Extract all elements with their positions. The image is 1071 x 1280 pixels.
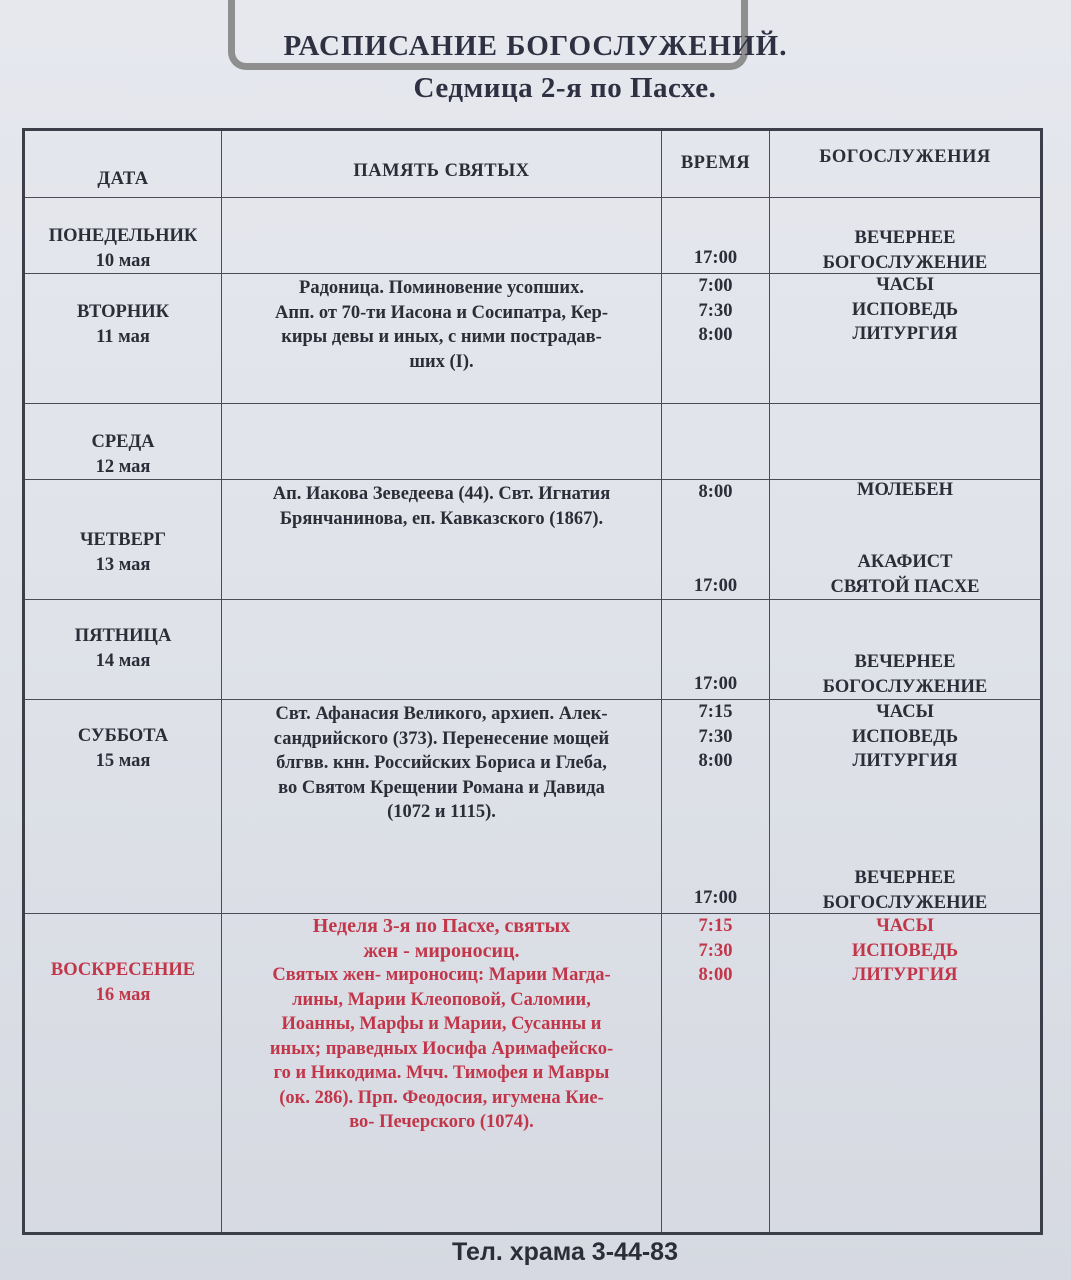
service-name: ЛИТУРГИЯ [852,965,958,985]
service-name: ВЕЧЕРНЕЕ [854,868,956,888]
saints-cell [222,198,662,274]
service-name: ИСПОВЕДЬ [851,726,959,747]
day-date: 10 мая [95,250,151,271]
time-cell [662,404,770,480]
saints-line: (ок. 286). Прп. Феодосия, игумена Кие- [279,1087,604,1108]
service-name: ИСПОВЕДЬ [851,940,959,961]
day-name: СРЕДА [91,432,155,452]
saints-line: го и Никодима. Мчч. Тимофея и Мавры [273,1063,610,1083]
services-cell [770,198,1042,274]
table-row [24,600,1042,700]
date-cell [24,480,222,600]
saints-cell [222,274,662,404]
services-cell [770,914,1042,1234]
service-name: СВЯТОЙ ПАСХЕ [830,576,980,597]
time-value: 17:00 [693,888,738,908]
service-name: БОГОСЛУЖЕНИЕ [822,676,988,697]
date-cell [24,914,222,1234]
time-value: 8:00 [698,482,733,502]
services-cell [770,700,1042,914]
saints-line: Святых жен- мироносиц: Марии Магда- [272,965,611,985]
saints-line: (1072 и 1115). [387,802,496,822]
schedule-table [22,128,1043,1235]
saints-line: ших (I). [409,351,474,372]
date-cell [24,700,222,914]
table-row [24,480,1042,600]
saints-line: Апп. от 70-ти Иасона и Сосипатра, Кер- [275,302,608,323]
time-value: 8:00 [698,965,733,985]
time-value: 7:00 [698,276,733,296]
time-value: 17:00 [693,674,738,694]
feast-line: жен - мироносиц. [363,939,520,962]
page-title: РАСПИСАНИЕ БОГОСЛУЖЕНИЙ. [283,30,788,62]
time-cell [662,700,770,914]
time-cell [662,600,770,700]
saints-line: Свт. Афанасия Великого, архиеп. Алек- [275,704,608,724]
time-cell [662,198,770,274]
phone-footer: Тел. храма 3-44-83 [452,1238,678,1266]
service-name: ЛИТУРГИЯ [852,324,958,344]
day-name: ПЯТНИЦА [74,626,172,646]
saints-line: Радоница. Поминовение усопших. [299,278,584,298]
service-name: ИСПОВЕДЬ [851,299,959,320]
services-cell [770,480,1042,600]
date-cell [24,274,222,404]
table-row [24,700,1042,914]
saints-cell [222,480,662,600]
day-date: 15 мая [95,750,151,771]
day-date: 13 мая [95,554,151,575]
header-services: БОГОСЛУЖЕНИЯ [770,130,1042,198]
service-name: АКАФИСТ [857,552,953,572]
table-row-sunday [24,914,1042,1234]
header-saints: ПАМЯТЬ СВЯТЫХ [222,130,662,198]
day-name: ВОСКРЕСЕНИЕ [50,960,196,980]
saints-line: блгвв. кнн. Российских Бориса и Глеба, [276,753,607,773]
day-date: 16 мая [95,984,151,1005]
saints-line: лины, Марии Клеоповой, Саломии, [292,989,591,1010]
time-value: 8:00 [698,751,733,771]
saints-line: во Святом Крещении Романа и Давида [278,777,605,798]
saints-cell [222,914,662,1234]
saints-cell [222,404,662,480]
header-row [24,130,1042,198]
time-value: 7:30 [698,300,733,321]
saints-line: иных; праведных Иосифа Аримафейско- [269,1038,614,1059]
time-value: 7:30 [698,726,733,747]
table-row [24,198,1042,274]
table-row [24,404,1042,480]
saints-line: киры девы и иных, с ними пострадав- [281,327,602,347]
day-name: ЧЕТВЕРГ [79,530,166,550]
time-cell [662,480,770,600]
saints-line: во- Печерского (1074). [349,1112,534,1132]
service-name: БОГОСЛУЖЕНИЕ [822,252,988,273]
service-name: ВЕЧЕРНЕЕ [854,652,956,672]
time-value: 7:15 [698,916,733,936]
saints-line: Брянчанинова, еп. Кавказского (1867). [279,508,604,529]
page-subtitle: Седмица 2-я по Пасхе. [413,72,717,104]
date-cell [24,600,222,700]
service-name: ЧАСЫ [876,275,934,295]
date-cell [24,198,222,274]
time-cell [662,914,770,1234]
saints-cell [222,700,662,914]
time-value: 8:00 [698,325,733,345]
services-cell [770,404,1042,480]
service-name: БОГОСЛУЖЕНИЕ [822,892,988,913]
day-date: 11 мая [96,326,150,347]
service-name: ВЕЧЕРНЕЕ [854,228,956,248]
time-value: 17:00 [693,248,738,268]
day-name: ВТОРНИК [76,302,170,322]
day-name: СУББОТА [77,726,169,746]
header-date: ДАТА [24,130,222,198]
table-row [24,274,1042,404]
service-name: ЧАСЫ [876,702,934,722]
time-value: 7:15 [698,702,733,722]
saints-line: Иоанны, Марфы и Марии, Сусанны и [281,1014,602,1034]
time-cell [662,274,770,404]
service-name: ЛИТУРГИЯ [852,751,958,771]
header-time: ВРЕМЯ [662,130,770,198]
service-name: ЧАСЫ [876,916,934,936]
saints-line: Ап. Иакова Зеведеева (44). Свт. Игнатия [272,484,611,504]
date-cell [24,404,222,480]
day-date: 12 мая [95,456,151,477]
saints-line: сандрийского (373). Перенесение мощей [273,728,610,749]
feast-line: Неделя 3-я по Пасхе, святых [312,915,571,937]
day-date: 14 мая [95,650,151,671]
time-value: 17:00 [693,576,738,596]
day-name: ПОНЕДЕЛЬНИК [48,226,198,246]
services-cell [770,600,1042,700]
service-name: МОЛЕБЕН [856,480,953,500]
saints-cell [222,600,662,700]
time-value: 7:30 [698,940,733,961]
services-cell [770,274,1042,404]
